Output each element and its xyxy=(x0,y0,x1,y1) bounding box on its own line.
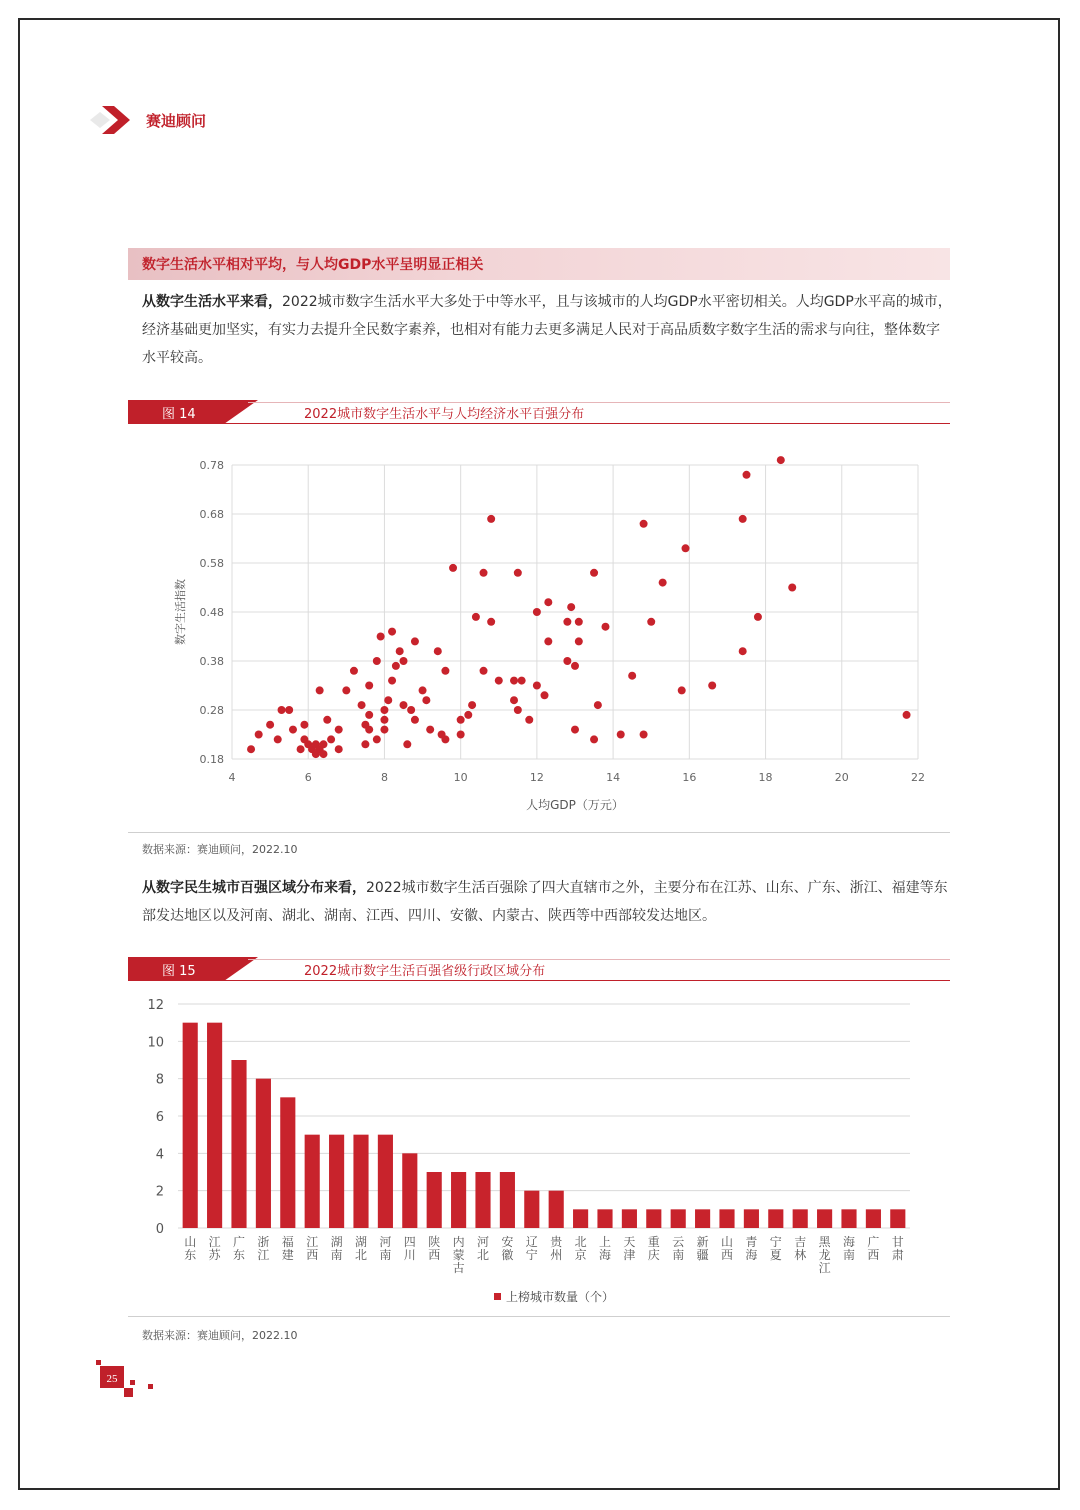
scatter-point xyxy=(659,579,667,587)
bar xyxy=(817,1209,832,1228)
paragraph-2-lead: 从数字民生城市百强区域分布来看， xyxy=(142,880,366,896)
scatter-point xyxy=(647,618,655,626)
scatter-point xyxy=(419,686,427,694)
x-tick-label: 4 xyxy=(228,771,236,784)
bar xyxy=(646,1209,661,1228)
scatter-point xyxy=(472,613,480,621)
scatter-point xyxy=(411,716,419,724)
bar xyxy=(793,1209,808,1228)
bar-chart xyxy=(128,990,950,1315)
scatter-point xyxy=(441,667,449,675)
scatter-point xyxy=(457,716,465,724)
x-tick-label: 河南 xyxy=(379,1235,392,1262)
scatter-point xyxy=(739,515,747,523)
x-tick-label: 天津 xyxy=(623,1235,636,1262)
scatter-point xyxy=(373,657,381,665)
page-number: 25 xyxy=(106,1373,118,1385)
x-tick-label: 宁夏 xyxy=(769,1235,782,1262)
y-tick-label: 12 xyxy=(147,998,164,1013)
scatter-point xyxy=(708,682,716,690)
scatter-point xyxy=(377,633,385,641)
scatter-point xyxy=(788,584,796,592)
scatter-point xyxy=(533,608,541,616)
scatter-point xyxy=(514,569,522,577)
scatter-point xyxy=(678,686,686,694)
bar xyxy=(183,1023,198,1228)
bar xyxy=(329,1135,344,1228)
scatter-point xyxy=(400,657,408,665)
x-tick-label: 20 xyxy=(834,771,849,784)
scatter-point xyxy=(384,696,392,704)
scatter-point xyxy=(533,682,541,690)
paragraph-1-lead: 从数字生活水平来看， xyxy=(142,294,282,310)
x-tick-label: 北京 xyxy=(574,1235,587,1262)
scatter-point xyxy=(373,735,381,743)
x-tick-label: 22 xyxy=(911,771,925,784)
section-banner-title: 数字生活水平相对平均，与人均GDP水平呈明显正相关 xyxy=(142,257,484,273)
scatter-point xyxy=(903,711,911,719)
bar xyxy=(475,1172,490,1228)
x-tick-label: 上海 xyxy=(598,1235,612,1262)
x-tick-label: 陕西 xyxy=(428,1235,441,1262)
legend-label: 上榜城市数量（个） xyxy=(506,1290,615,1304)
scatter-point xyxy=(422,696,430,704)
scatter-point xyxy=(319,750,327,758)
bar xyxy=(671,1209,686,1228)
figure-14-header xyxy=(128,400,950,424)
scatter-point xyxy=(266,721,274,729)
x-tick-label: 江苏 xyxy=(208,1235,221,1262)
scatter-point xyxy=(316,686,324,694)
scatter-point xyxy=(358,701,366,709)
figure-15-tag: 图 15 xyxy=(162,964,196,979)
scatter-point xyxy=(487,618,495,626)
x-tick-label: 河北 xyxy=(476,1235,490,1262)
x-tick-label: 广西 xyxy=(867,1235,880,1262)
scatter-point xyxy=(510,677,518,685)
x-tick-label: 贵州 xyxy=(550,1235,563,1262)
scatter-point xyxy=(365,726,373,734)
bar xyxy=(353,1135,368,1228)
scatter-point xyxy=(342,686,350,694)
scatter-point xyxy=(514,706,522,714)
paragraph-1-text: 2022城市数字生活水平大多处于中等水平，且与该城市的人均GDP水平密切相关。人均GDP水平高的城市，经济基础更加坚实，有实力去提升全民数字素养，也相对有能力去更多满足人民对于高品质数字数字生活的需求与向往，整体数字水平较高。 xyxy=(142,294,952,366)
figure-14-bottom-rule xyxy=(128,832,950,833)
y-tick-label: 0.78 xyxy=(199,459,224,472)
bar xyxy=(866,1209,881,1228)
scatter-point xyxy=(392,662,400,670)
scatter-point xyxy=(449,564,457,572)
scatter-point xyxy=(682,544,690,552)
brand-name: 赛迪顾问 xyxy=(146,112,207,130)
x-tick-label: 湖北 xyxy=(354,1235,368,1262)
scatter-point xyxy=(544,637,552,645)
scatter-point xyxy=(407,706,415,714)
scatter-point xyxy=(487,515,495,523)
scatter-point xyxy=(571,662,579,670)
x-tick-label: 14 xyxy=(606,771,621,784)
bar xyxy=(524,1191,539,1228)
figure-15-source: 数据来源：赛迪顾问，2022.10 xyxy=(142,1329,298,1342)
scatter-point xyxy=(575,637,583,645)
figure-14-title: 2022城市数字生活水平与人均经济水平百强分布 xyxy=(304,407,585,422)
x-tick-label: 12 xyxy=(529,771,544,784)
y-tick-label: 2 xyxy=(155,1184,164,1200)
x-tick-label: 黑龙江 xyxy=(818,1235,831,1275)
y-tick-label: 0.38 xyxy=(199,655,224,668)
figure-15-bottom-rule xyxy=(128,1316,950,1317)
scatter-point xyxy=(380,716,388,724)
scatter-point xyxy=(495,677,503,685)
scatter-point xyxy=(388,628,396,636)
brand-logo-icon xyxy=(88,100,138,140)
scatter-point xyxy=(510,696,518,704)
bar xyxy=(841,1209,856,1228)
y-tick-label: 0.58 xyxy=(199,557,224,570)
scatter-point xyxy=(396,647,404,655)
x-tick-label: 青海 xyxy=(745,1235,758,1262)
bar xyxy=(719,1209,734,1228)
scatter-point xyxy=(289,726,297,734)
figure-header-line xyxy=(128,423,950,424)
scatter-point xyxy=(754,613,762,621)
bar xyxy=(597,1209,612,1228)
scatter-chart xyxy=(160,455,950,825)
scatter-point xyxy=(571,726,579,734)
page-number-badge xyxy=(96,1360,166,1400)
scatter-point xyxy=(563,657,571,665)
scatter-point xyxy=(365,682,373,690)
x-axis-label: 人均GDP（万元） xyxy=(526,798,624,812)
scatter-point xyxy=(544,598,552,606)
x-tick-label: 山东 xyxy=(184,1235,197,1262)
scatter-point xyxy=(617,731,625,739)
scatter-point xyxy=(541,691,549,699)
scatter-point xyxy=(567,603,575,611)
y-tick-label: 0.68 xyxy=(199,508,224,521)
scatter-point xyxy=(480,569,488,577)
scatter-point xyxy=(365,711,373,719)
x-tick-label: 海南 xyxy=(842,1235,856,1262)
scatter-point xyxy=(457,731,465,739)
y-tick-label: 0.18 xyxy=(199,753,224,766)
bar xyxy=(622,1209,637,1228)
scatter-point xyxy=(361,740,369,748)
bar xyxy=(427,1172,442,1228)
y-tick-label: 0.48 xyxy=(199,606,224,619)
scatter-point xyxy=(590,569,598,577)
paragraph-2-text: 2022城市数字生活百强除了四大直辖市之外，主要分布在江苏、山东、广东、浙江、福建等东部发达地区以及河南、湖北、湖南、江西、四川、安徽、内蒙古、陕西等中西部较发达地区。 xyxy=(142,880,948,924)
x-tick-label: 辽宁 xyxy=(525,1235,538,1262)
scatter-point xyxy=(380,726,388,734)
bar xyxy=(280,1097,295,1228)
x-tick-label: 云南 xyxy=(672,1235,685,1262)
bar xyxy=(451,1172,466,1228)
figure-14-tag: 图 14 xyxy=(162,407,196,422)
x-tick-label: 江西 xyxy=(306,1235,319,1262)
scatter-point xyxy=(640,731,648,739)
figure-15-title: 2022城市数字生活百强省级行政区域分布 xyxy=(304,964,546,979)
scatter-point xyxy=(525,716,533,724)
scatter-point xyxy=(590,735,598,743)
scatter-point xyxy=(518,677,526,685)
y-tick-label: 0.28 xyxy=(199,704,224,717)
x-tick-label: 新疆 xyxy=(696,1235,709,1262)
scatter-point xyxy=(777,456,785,464)
y-axis-label: 数字生活指数 xyxy=(174,579,187,645)
bar xyxy=(695,1209,710,1228)
x-tick-label: 6 xyxy=(304,771,312,784)
bar xyxy=(207,1023,222,1228)
scatter-point xyxy=(563,618,571,626)
scatter-point xyxy=(640,520,648,528)
scatter-point xyxy=(601,623,609,631)
scatter-point xyxy=(594,701,602,709)
y-tick-label: 4 xyxy=(155,1147,164,1163)
y-tick-label: 10 xyxy=(147,1035,164,1051)
scatter-point xyxy=(327,735,335,743)
x-tick-label: 四川 xyxy=(403,1235,416,1262)
scatter-point xyxy=(350,667,358,675)
bar xyxy=(402,1153,417,1228)
scatter-point xyxy=(403,740,411,748)
legend-swatch xyxy=(494,1293,501,1300)
scatter-point xyxy=(380,706,388,714)
scatter-point xyxy=(335,745,343,753)
bar xyxy=(768,1209,783,1228)
bar xyxy=(378,1135,393,1228)
bar xyxy=(500,1172,515,1228)
scatter-point xyxy=(743,471,751,479)
scatter-point xyxy=(285,706,293,714)
scatter-point xyxy=(400,701,408,709)
bar xyxy=(573,1209,588,1228)
scatter-point xyxy=(278,706,286,714)
x-tick-label: 浙江 xyxy=(257,1235,270,1262)
x-tick-label: 安徽 xyxy=(501,1235,514,1262)
x-tick-label: 18 xyxy=(758,771,773,784)
x-tick-label: 甘肃 xyxy=(891,1235,904,1262)
scatter-point xyxy=(255,731,263,739)
scatter-point xyxy=(388,677,396,685)
scatter-point xyxy=(300,721,308,729)
scatter-point xyxy=(464,711,472,719)
figure-15-header xyxy=(128,957,950,981)
bar xyxy=(305,1135,320,1228)
section-banner xyxy=(128,248,950,280)
scatter-point xyxy=(434,647,442,655)
scatter-point xyxy=(319,740,327,748)
figure-14-source: 数据来源：赛迪顾问，2022.10 xyxy=(142,843,298,856)
scatter-point xyxy=(274,735,282,743)
scatter-point xyxy=(441,735,449,743)
scatter-point xyxy=(426,726,434,734)
y-tick-label: 8 xyxy=(155,1072,164,1088)
x-tick-label: 山西 xyxy=(720,1235,734,1262)
x-tick-label: 吉林 xyxy=(794,1235,807,1262)
scatter-point xyxy=(323,716,331,724)
scatter-point xyxy=(480,667,488,675)
bar xyxy=(231,1060,246,1228)
y-tick-label: 0 xyxy=(155,1222,164,1237)
scatter-point xyxy=(575,618,583,626)
scatter-point xyxy=(297,745,305,753)
paragraph-2 xyxy=(142,874,952,930)
scatter-point xyxy=(468,701,476,709)
scatter-point xyxy=(628,672,636,680)
x-tick-label: 湖南 xyxy=(330,1235,343,1262)
bar xyxy=(890,1209,905,1228)
x-tick-label: 10 xyxy=(453,771,468,784)
paragraph-1 xyxy=(142,288,952,372)
x-tick-label: 内蒙古 xyxy=(452,1235,465,1275)
bar xyxy=(744,1209,759,1228)
y-tick-label: 6 xyxy=(155,1110,164,1125)
scatter-point xyxy=(739,647,747,655)
x-tick-label: 重庆 xyxy=(647,1235,660,1262)
x-tick-label: 广东 xyxy=(232,1235,246,1262)
bar xyxy=(549,1191,564,1228)
x-tick-label: 8 xyxy=(380,771,388,784)
scatter-point xyxy=(335,726,343,734)
x-tick-label: 福建 xyxy=(281,1235,294,1262)
bar xyxy=(256,1079,271,1228)
x-tick-label: 16 xyxy=(682,771,697,784)
scatter-point xyxy=(411,637,419,645)
scatter-point xyxy=(247,745,255,753)
figure-header-line xyxy=(128,980,950,981)
